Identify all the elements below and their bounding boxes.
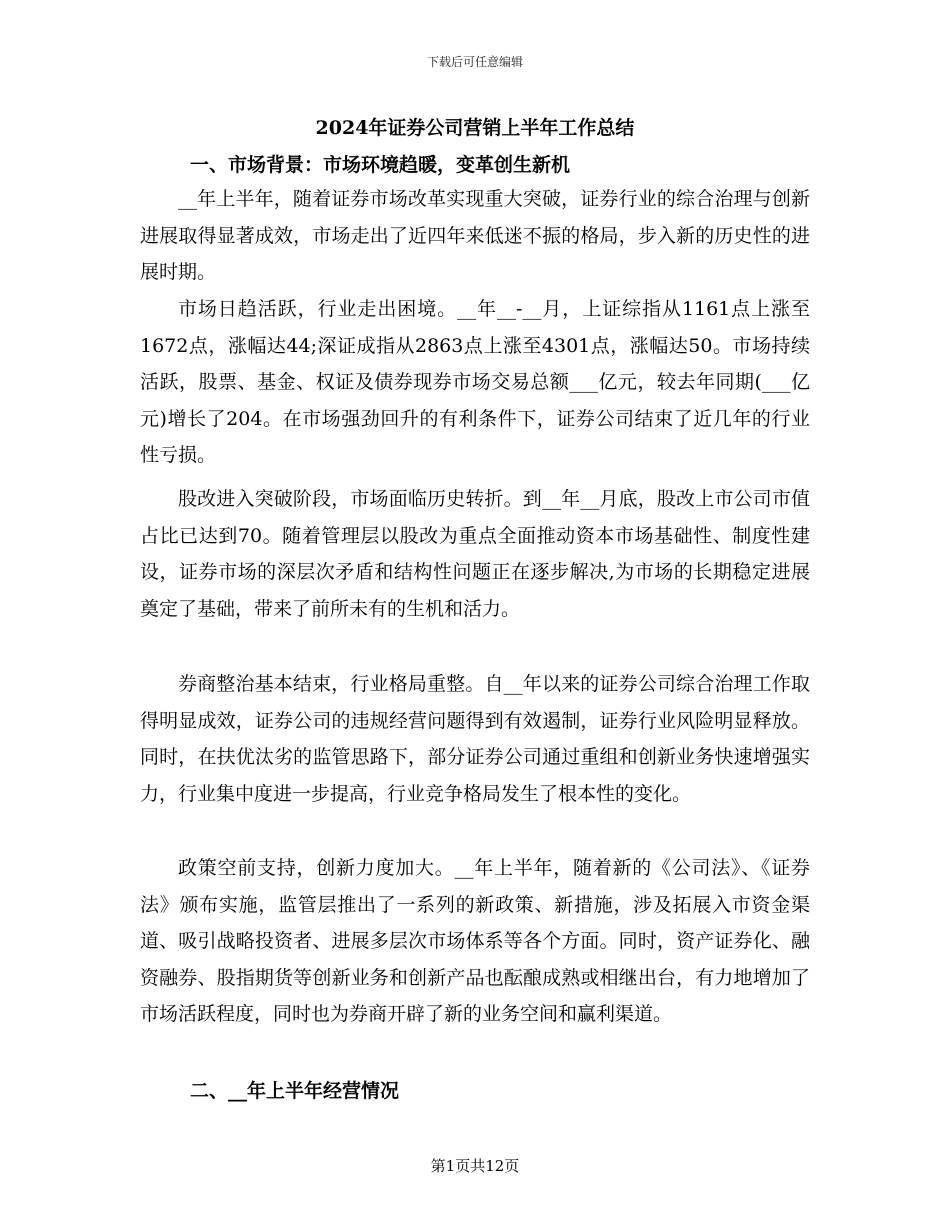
section-heading-operations: 二、__年上半年经营情况 [190,1080,400,1102]
paragraph-share-reform: 股改进入突破阶段，市场面临历史转折。到__年__月底，股改上市公司市值占比已达到70。随着管理层以股改为重点全面推动资本市场基础性、制度性建设，证券市场的深层次矛盾和结构性问题正在逐步解决,为市场的长期稳定进展奠定了基础，带来了前所未有的生机和活力。 [140,488,810,620]
paragraph-intro: __年上半年，随着证券市场改革实现重大突破，证券行业的综合治理与创新进展取得显著成效，市场走出了近四年来低迷不振的格局，步入新的历史性的进展时期。 [140,188,810,283]
paragraph-broker-rectification: 券商整治基本结束，行业格局重整。自__年以来的证券公司综合治理工作取得明显成效，证券公司的违规经营问题得到有效遏制，证券行业风险明显释放。同时，在扶优汰劣的监管思路下，部分证券公司通过重组和创新业务快速增强实力，行业集中度进一步提高，行业竞争格局发生了根本性的变化。 [140,673,810,805]
page-number: 第1页共12页 [430,1157,520,1175]
document-title: 2024年证券公司营销上半年工作总结 [315,117,635,139]
paragraph-policy-support: 政策空前支持，创新力度加大。__年上半年，随着新的《公司法》、《证券法》颁布实施，监管层推出了一系列的新政策、新措施，涉及拓展入市资金渠道、吸引战略投资者、进展多层次市场体系等各个方面。同时，资产证券化、融资融券、股指期货等创新业务和创新产品也酝酿成熟或相继出台，有力地增加了市场活跃程度，同时也为券商开辟了新的业务空间和赢利渠道。 [140,857,810,1025]
paragraph-market-active: 市场日趋活跃，行业走出困境。__年__-__月，上证综指从1161点上涨至1672点，涨幅达44;深证成指从2863点上涨至4301点，涨幅达50。市场持续活跃，股票、基金、权证及债券现券市场交易总额___亿元，较去年同期(___亿元)增长了204。在市场强劲回升的有利条件下，证券公司结束了近几年的行业性亏损。 [140,298,810,466]
page-header-note: 下载后可任意编辑 [426,55,523,69]
section-heading-market-background: 一、市场背景：市场环境趋暖，变革创生新机 [190,154,571,176]
